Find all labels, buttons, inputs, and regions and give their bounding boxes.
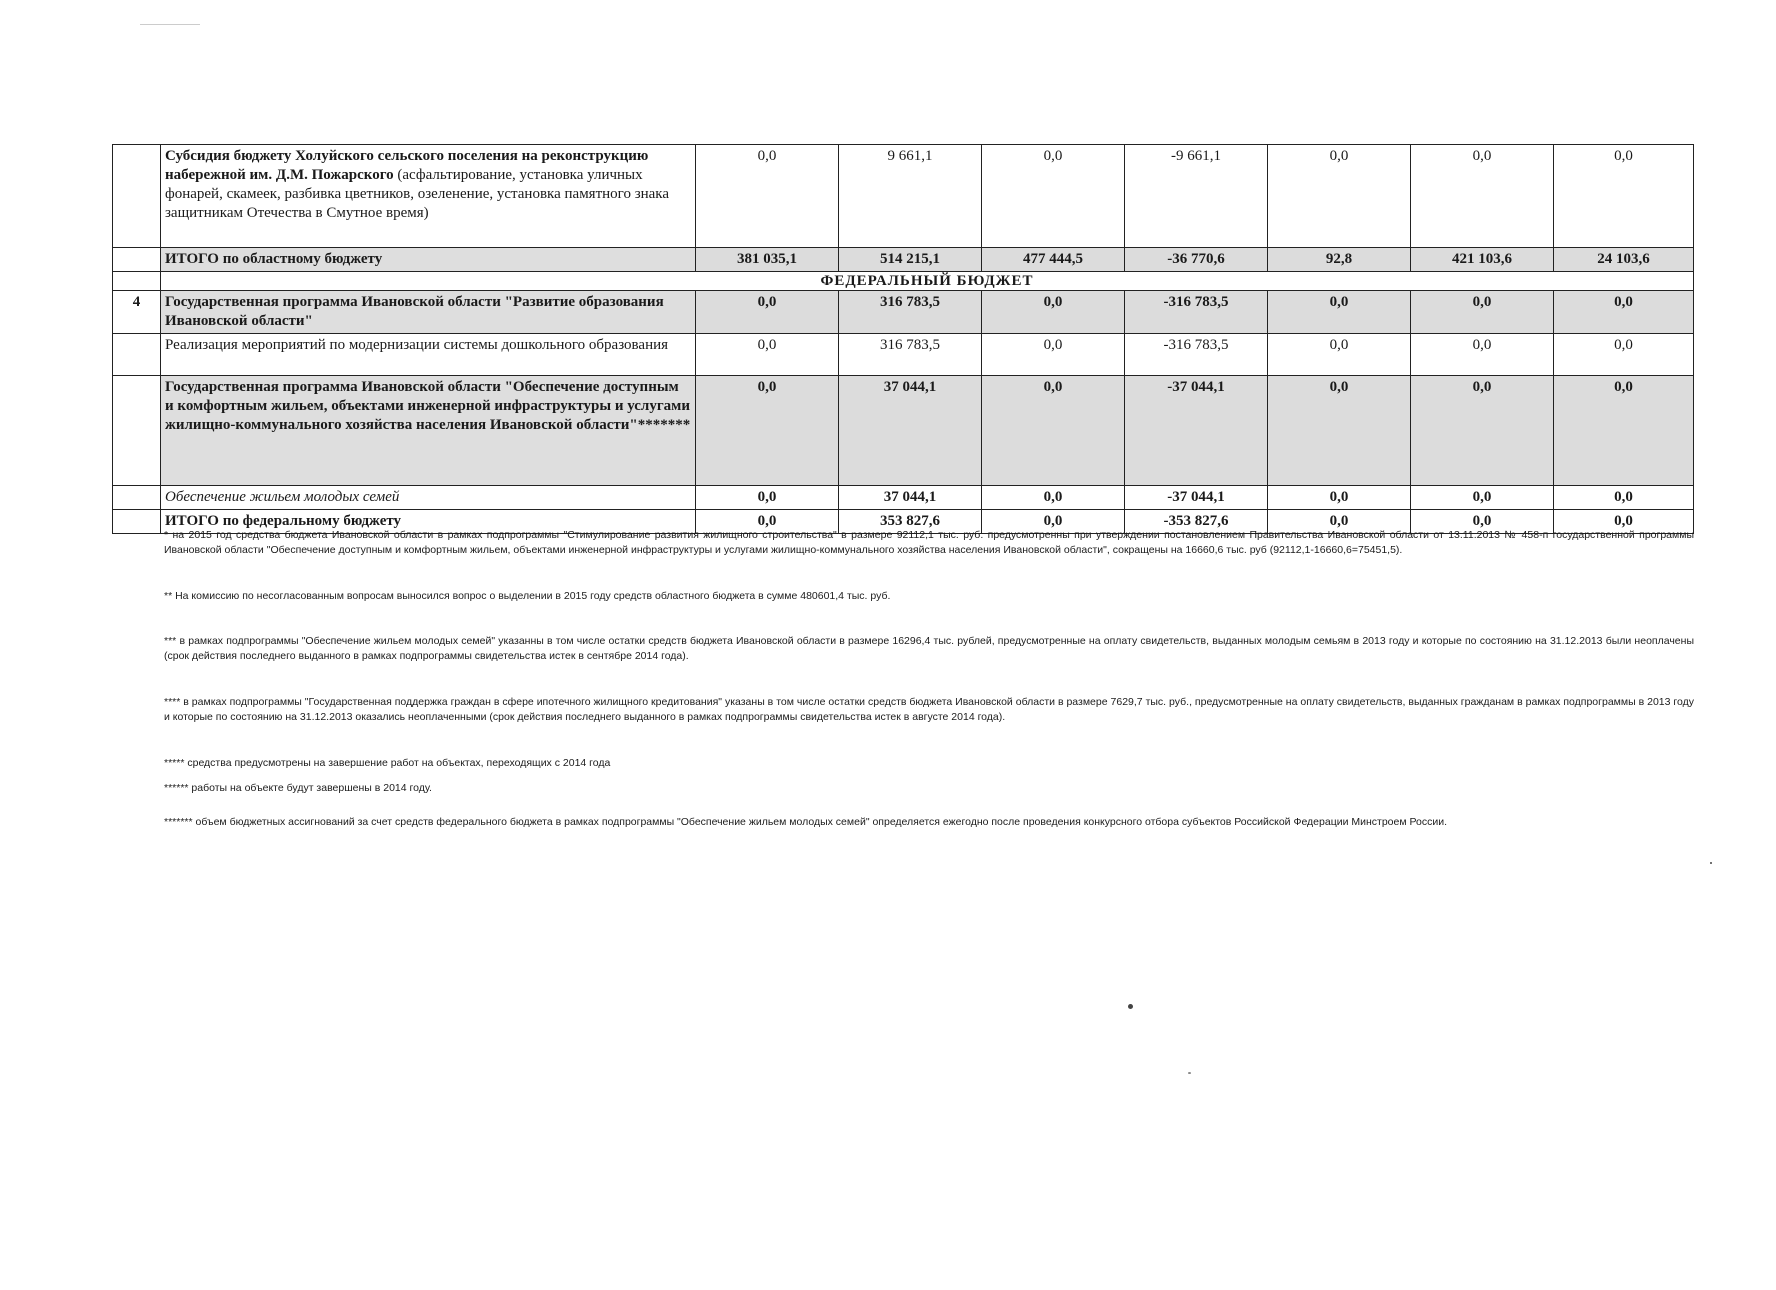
value-cell: 37 044,1 <box>839 486 982 510</box>
scan-speck <box>1710 862 1712 864</box>
row-index <box>113 486 161 510</box>
value-cell: 0,0 <box>696 376 839 486</box>
row-description: Государственная программа Ивановской области "Развитие образования Ивановской области" <box>161 291 696 334</box>
value-cell: 0,0 <box>1411 334 1554 376</box>
table-row <box>113 334 1694 376</box>
footnote: **** в рамках подпрограммы "Государственная поддержка граждан в сфере ипотечного жилищного кредитования" указаны в том числе остатки средств бюджета Ивановской области в размере 7629,7 тыс. руб., предусмотренные на оплату свидетельств, выданных гражданам в рамках подпрограммы в 2013 году и которые по состоянию на 31.12.2013 оказались неоплаченными (срок действия последнего выданного в рамках подпрограммы свидетельства истек в августе 2014 года). <box>164 696 1694 723</box>
value-cell: -9 661,1 <box>1125 145 1268 248</box>
footnote: ****** работы на объекте будут завершены в 2014 году. <box>164 782 432 794</box>
footnote: *** в рамках подпрограммы "Обеспечение жильем молодых семей" указанны в том числе остатки средств бюджета Ивановской области в размере 16296,4 тыс. рублей, предусмотренные на оплату свидетельств, выданных молодым семьям в 2013 году и которые по состоянию на 31.12.2013 были неоплачены (срок действия последнего выданного в рамках подпрограммы свидетельства истек в сентябре 2014 года). <box>164 635 1694 662</box>
value-cell: 477 444,5 <box>982 248 1125 272</box>
row-description <box>161 145 696 248</box>
row-index <box>113 145 161 248</box>
value-cell: 0,0 <box>982 334 1125 376</box>
row-description-bold: Субсидия бюджету Холуйского сельского поселения на реконструкцию набережной им. Д.М. Пожарского <box>165 148 649 183</box>
value-cell: 0,0 <box>1554 486 1694 510</box>
value-cell: 92,8 <box>1268 248 1411 272</box>
value-cell: 353 827,6 <box>839 510 982 534</box>
value-cell: 9 661,1 <box>839 145 982 248</box>
value-cell: 0,0 <box>696 486 839 510</box>
scan-speck <box>1188 1072 1191 1074</box>
value-cell: 0,0 <box>1554 145 1694 248</box>
table-row <box>113 291 1694 334</box>
table-row <box>113 248 1694 272</box>
table-row <box>113 486 1694 510</box>
value-cell: 37 044,1 <box>839 376 982 486</box>
value-cell: 0,0 <box>982 376 1125 486</box>
value-cell: 0,0 <box>982 291 1125 334</box>
footnote: ******* объем бюджетных ассигнований за счет средств федерального бюджета в рамках подпрограммы "Обеспечение жильем молодых семей" определяется ежегодно после проведения конкурсного отбора субъектов Российской Федерации Минстроем России. <box>164 816 1448 828</box>
table-row <box>113 145 1694 248</box>
section-header-row <box>113 272 1694 291</box>
value-cell: -37 044,1 <box>1125 486 1268 510</box>
value-cell: 514 215,1 <box>839 248 982 272</box>
row-index <box>113 248 161 272</box>
section-index-cell <box>113 272 161 291</box>
value-cell: -316 783,5 <box>1125 291 1268 334</box>
value-cell: 316 783,5 <box>839 291 982 334</box>
value-cell: 0,0 <box>696 145 839 248</box>
value-cell: 0,0 <box>696 334 839 376</box>
value-cell: 316 783,5 <box>839 334 982 376</box>
value-cell: -37 044,1 <box>1125 376 1268 486</box>
value-cell: 24 103,6 <box>1554 248 1694 272</box>
value-cell: -316 783,5 <box>1125 334 1268 376</box>
row-description: Реализация мероприятий по модернизации системы дошкольного образования <box>161 334 696 376</box>
row-index <box>113 376 161 486</box>
value-cell: 0,0 <box>696 291 839 334</box>
value-cell: 0,0 <box>1268 510 1411 534</box>
value-cell: 0,0 <box>1411 486 1554 510</box>
value-cell: 0,0 <box>982 145 1125 248</box>
row-index: 4 <box>113 291 161 334</box>
value-cell: 0,0 <box>1268 334 1411 376</box>
table-row <box>113 376 1694 486</box>
value-cell: 0,0 <box>982 486 1125 510</box>
row-description: Государственная программа Ивановской области "Обеспечение доступным и комфортным жильем, объектами инженерной инфраструктуры и услугами жилищно-коммунального хозяйства населения Ивановской области"******* <box>161 376 696 486</box>
footnote: * на 2015 год средства бюджета Ивановской области в рамках подпрограммы "Стимулирование развития жилищного строительства" в размере 92112,1 тыс. руб. предусмотренны при утверждении постановлением Правительства Ивановской области от 13.11.2013 № 458-п государственной программы Ивановской области "Обеспечение доступным и комфортным жильем, объектами инженерной инфраструктуры и услугами жилищно-коммунального хозяйства населения Ивановской области", сокращены на 16660,6 тыс. руб (92112,1-16660,6=75451,5). <box>164 529 1694 556</box>
value-cell: 0,0 <box>1554 376 1694 486</box>
row-index <box>113 510 161 534</box>
value-cell: 0,0 <box>1411 510 1554 534</box>
value-cell: 0,0 <box>1268 486 1411 510</box>
value-cell: 421 103,6 <box>1411 248 1554 272</box>
value-cell: -353 827,6 <box>1125 510 1268 534</box>
value-cell: 0,0 <box>1554 291 1694 334</box>
value-cell: 0,0 <box>696 510 839 534</box>
value-cell: 0,0 <box>1268 376 1411 486</box>
row-description: ИТОГО по федеральному бюджету <box>161 510 696 534</box>
value-cell: 0,0 <box>1554 510 1694 534</box>
value-cell: -36 770,6 <box>1125 248 1268 272</box>
row-description: ИТОГО по областному бюджету <box>161 248 696 272</box>
section-header: ФЕДЕРАЛЬНЫЙ БЮДЖЕТ <box>161 272 1694 291</box>
value-cell: 0,0 <box>982 510 1125 534</box>
row-description: Обеспечение жильем молодых семей <box>161 486 696 510</box>
scan-speck <box>1128 1004 1133 1009</box>
value-cell: 0,0 <box>1411 145 1554 248</box>
footnote: ** На комиссию по несогласованным вопросам выносился вопрос о выделении в 2015 году средств областного бюджета в сумме 480601,4 тыс. руб. <box>164 590 891 602</box>
footnote: ***** средства предусмотрены на завершение работ на объектах, переходящих с 2014 года <box>164 757 611 769</box>
value-cell: 0,0 <box>1411 291 1554 334</box>
value-cell: 0,0 <box>1268 291 1411 334</box>
scan-mark <box>140 24 200 25</box>
row-index <box>113 334 161 376</box>
value-cell: 0,0 <box>1554 334 1694 376</box>
row-description-detail: (асфальтирование, установка уличных фонарей, скамеек, разбивка цветников, озеленение, установка памятного знака защитникам Отечества в Смутное время) <box>165 167 670 221</box>
value-cell: 381 035,1 <box>696 248 839 272</box>
budget-table <box>112 144 1694 534</box>
value-cell: 0,0 <box>1268 145 1411 248</box>
value-cell: 0,0 <box>1411 376 1554 486</box>
